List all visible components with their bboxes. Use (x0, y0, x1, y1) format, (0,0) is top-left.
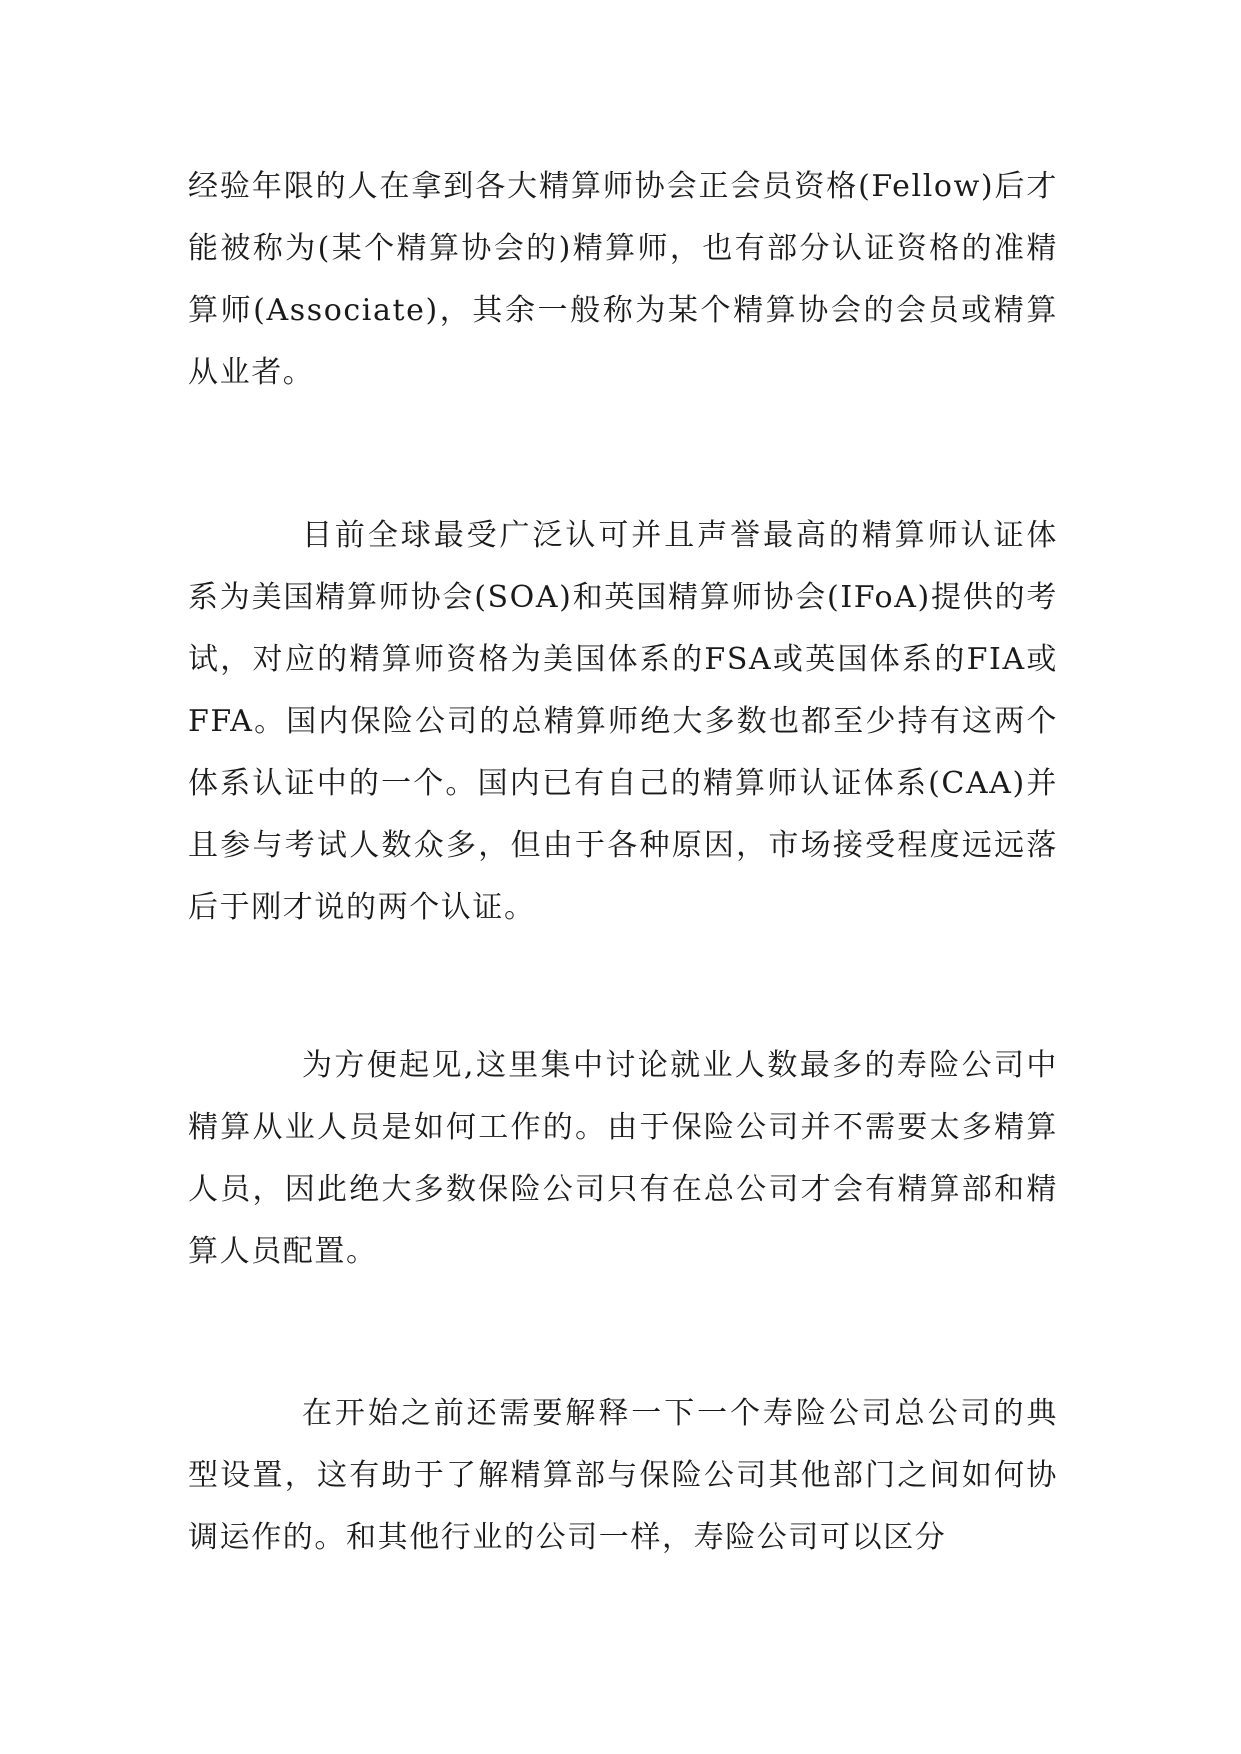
paragraph-life-insurance-focus: 为方便起见,这里集中讨论就业人数最多的寿险公司中精算从业人员是如何工作的。由于保险公司并不需要太多精算人员，因此绝大多数保险公司只有在总公司才会有精算部和精算人员配置。 (188, 1048, 1058, 1269)
paragraph-head-office-setup: 在开始之前还需要解释一下一个寿险公司总公司的典型设置，这有助于了解精算部与保险公司其他部门之间如何协调运作的。和其他行业的公司一样，寿险公司可以区分 (188, 1396, 1058, 1555)
paragraph-actuary-titles: 经验年限的人在拿到各大精算师协会正会员资格(Fellow)后才能被称为(某个精算协会的)精算师，也有部分认证资格的准精算师(Associate)，其余一般称为某个精算协会的会员或精算从业者。 (188, 169, 1058, 390)
paragraph-certification-systems: 目前全球最受广泛认可并且声誉最高的精算师认证体系为美国精算师协会(SOA)和英国精算师协会(IFoA)提供的考试，对应的精算师资格为美国体系的FSA或英国体系的FIA或FFA。国内保险公司的总精算师绝大多数也都至少持有这两个体系认证中的一个。国内已有自己的精算师认证体系(CAA)并且参与考试人数众多，但由于各种原因，市场接受程度远远落后于刚才说的两个认证。 (188, 518, 1058, 925)
